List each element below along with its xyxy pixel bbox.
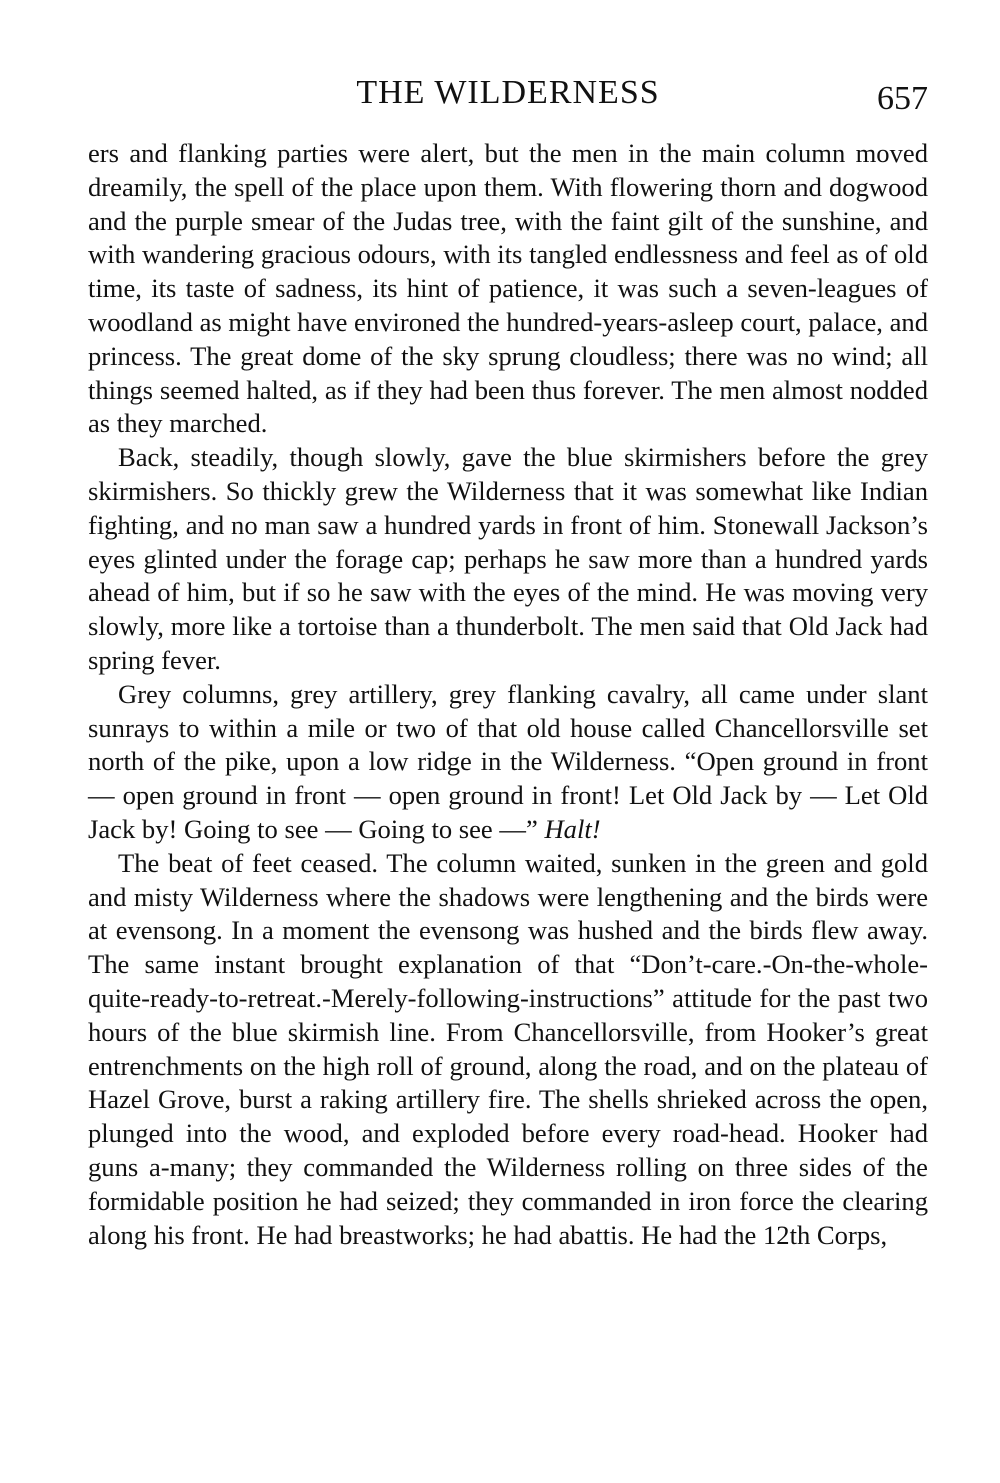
page-header	[88, 68, 928, 118]
paragraph-4	[88, 847, 928, 1253]
paragraph-3	[88, 678, 928, 847]
page-number: 657	[877, 80, 928, 117]
halt-italic-text: Halt!	[544, 813, 601, 844]
paragraph-2	[88, 441, 928, 678]
paragraph-2-text: Back, steadily, though slowly, gave the blue skirmishers before the grey skirmishers. So thickly grew the Wilderness that it was somewhat like Indian fighting, and no man saw a hundred yards in front of him. Stonewall Jackson’s eyes glinted under the forage cap; perhaps he saw more than a hundred yards ahead of him, but if so he saw with the eyes of the mind. He was moving very slowly, more like a tortoise than a thunderbolt. The men said that Old Jack had spring fever.	[88, 442, 928, 675]
paragraph-1-text: ers and flanking parties were alert, but the men in the main column moved dreamily, the spell of the place upon them. With flowering thorn and dogwood and the purple smear of the Judas tree, with the faint gilt of the sunshine, and with wandering gracious odours, with its tangled endlessness and feel as of old time, its taste of sadness, its hint of patience, it was such a seven-leagues of woodland as might have environed the hundred-years-asleep court, palace, and princess. The great dome of the sky sprung cloudless; there was no wind; all things seemed halted, as if they had been thus forever. The men almost nodded as they marched.	[88, 138, 928, 439]
running-title: THE WILDERNESS	[356, 74, 660, 111]
body-text	[88, 137, 928, 1252]
paragraph-1	[88, 137, 928, 441]
paragraph-4-text: The beat of feet ceased. The column waited, sunken in the green and gold and misty Wilderness where the shadows were lengthening and the birds were at evensong. In a moment the evensong was hushed and the birds flew away. The same instant brought explanation of that “Don’t-care.-On-the-whole-quite-ready-to-retreat.-Merely-following-instructions” attitude for the past two hours of the blue skirmish line. From Chancellorsville, from Hooker’s great entrenchments on the high roll of ground, along the road, and on the plateau of Hazel Grove, burst a raking artillery fire. The shells shrieked across the open, plunged into the wood, and exploded before every road-head. Hooker had guns a-many; they commanded the Wilderness rolling on three sides of the formidable position he had seized; they commanded in iron force the clearing along his front. He had breastworks; he had abattis. He had the 12th Corps,	[88, 847, 928, 1250]
paragraph-3-text: Grey columns, grey artillery, grey flanking cavalry, all came under slant sunrays to within a mile or two of that old house called Chancellorsville set north of the pike, upon a low ridge in the Wilderness. “Open ground in front — open ground in front — open ground in front! Let Old Jack by — Let Old Jack by! Going to see — Going to see —”	[88, 678, 928, 844]
